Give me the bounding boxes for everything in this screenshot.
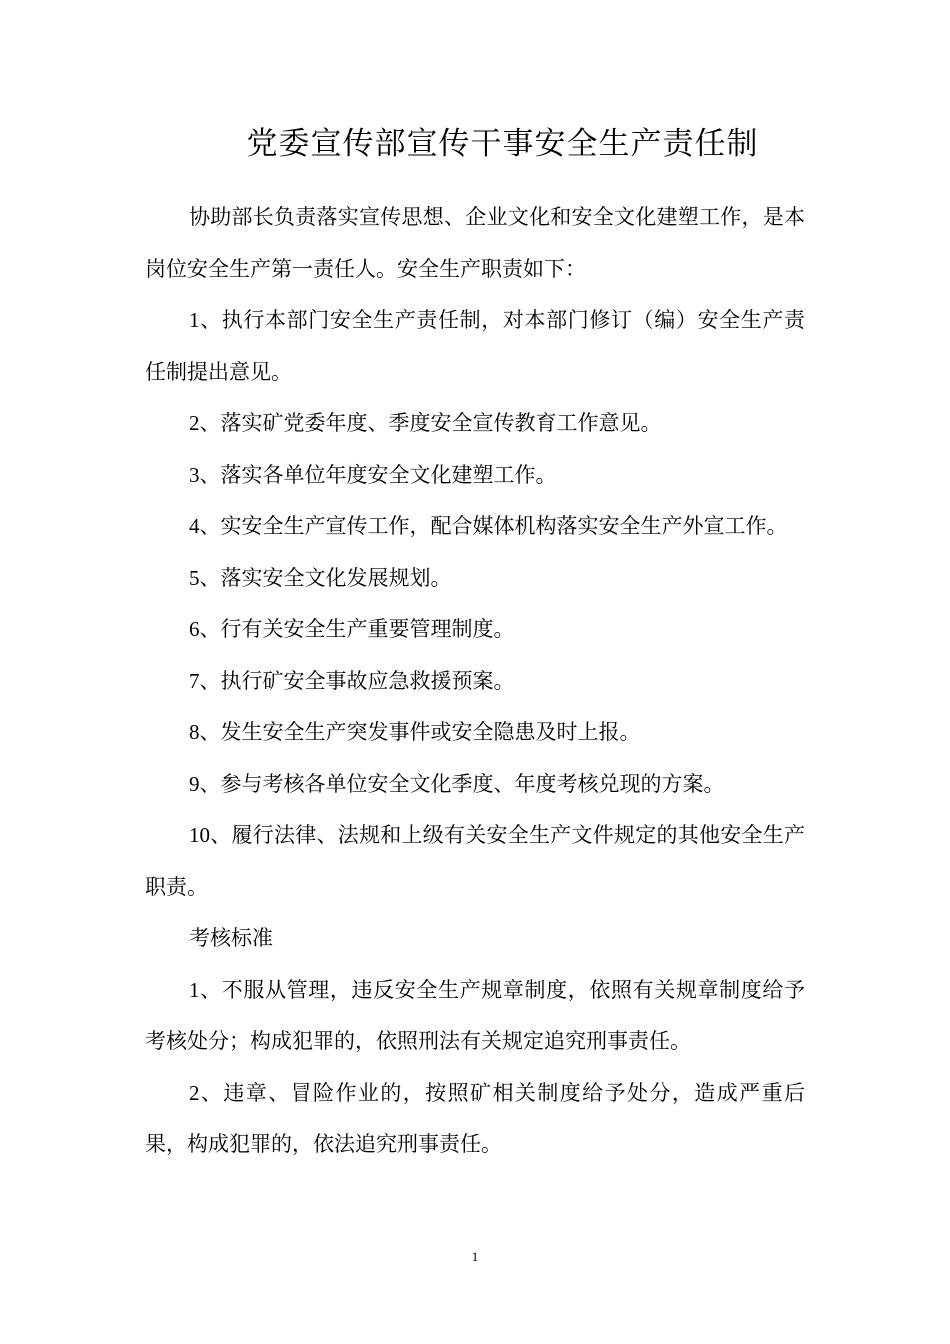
duty-text: 、落实矿党委年度、季度安全宣传教育工作意见。 bbox=[199, 411, 662, 435]
duty-number: 5 bbox=[189, 565, 200, 590]
duty-text: 、执行矿安全事故应急救援预案。 bbox=[199, 668, 515, 693]
duty-text: 、执行本部门安全生产责任制，对本部门修订（编）安全生产责任制提出意见。 bbox=[145, 308, 805, 384]
duty-number: 6 bbox=[189, 617, 200, 641]
document-title: 党委宣传部宣传干事安全生产责任制 bbox=[246, 126, 759, 162]
duty-text: 、履行法律、法规和上级有关安全生产文件规定的其他安全生产职责。 bbox=[145, 823, 805, 899]
standard-number: 2 bbox=[189, 1080, 200, 1105]
duty-item-2 bbox=[145, 398, 805, 450]
duty-text: 、落实各单位年度安全文化建塑工作。 bbox=[199, 462, 557, 487]
standard-item-1 bbox=[145, 965, 805, 1068]
standards-heading: 考核标准 bbox=[189, 926, 273, 950]
intro-paragraph: 协助部长负责落实宣传思想、企业文化和安全文化建塑工作，是本岗位安全生产第一责任人。安全生产职责如下： bbox=[145, 205, 805, 281]
duty-text: 、落实安全文化发展规划。 bbox=[199, 565, 452, 590]
duty-text: 、参与考核各单位安全文化季度、年度考核兑现的方案。 bbox=[199, 771, 725, 796]
duty-item-9 bbox=[145, 759, 805, 811]
duty-item-5 bbox=[145, 553, 805, 605]
duty-text: 、发生安全生产突发事件或安全隐患及时上报。 bbox=[199, 720, 641, 744]
duty-number: 2 bbox=[189, 411, 200, 435]
document-body bbox=[145, 192, 805, 1171]
duty-number: 10 bbox=[189, 823, 210, 847]
duty-item-10 bbox=[145, 810, 805, 913]
duty-number: 3 bbox=[189, 462, 200, 487]
duty-item-1 bbox=[145, 295, 805, 398]
duty-number: 9 bbox=[189, 771, 200, 796]
duty-item-3 bbox=[145, 450, 805, 502]
standard-item-2 bbox=[145, 1068, 805, 1171]
duty-text: 、实安全生产宣传工作，配合媒体机构落实安全生产外宣工作。 bbox=[199, 514, 788, 538]
duty-number: 7 bbox=[189, 668, 200, 693]
duty-item-7 bbox=[145, 656, 805, 708]
duty-item-4 bbox=[145, 501, 805, 553]
standard-text: 、不服从管理，违反安全生产规章制度，依照有关规章制度给予考核处分；构成犯罪的，依照刑法有关规定追究刑事责任。 bbox=[145, 977, 805, 1053]
duty-number: 4 bbox=[189, 514, 200, 538]
duty-item-8 bbox=[145, 707, 805, 759]
duty-text: 、行有关安全生产重要管理制度。 bbox=[199, 617, 515, 641]
page-number: 1 bbox=[471, 1249, 479, 1264]
duty-number: 8 bbox=[189, 720, 200, 744]
duty-number: 1 bbox=[189, 308, 200, 332]
standard-text: 、违章、冒险作业的，按照矿相关制度给予处分，造成严重后果，构成犯罪的，依法追究刑事责任。 bbox=[145, 1080, 805, 1156]
standard-number: 1 bbox=[189, 977, 200, 1002]
duty-item-6 bbox=[145, 604, 805, 656]
